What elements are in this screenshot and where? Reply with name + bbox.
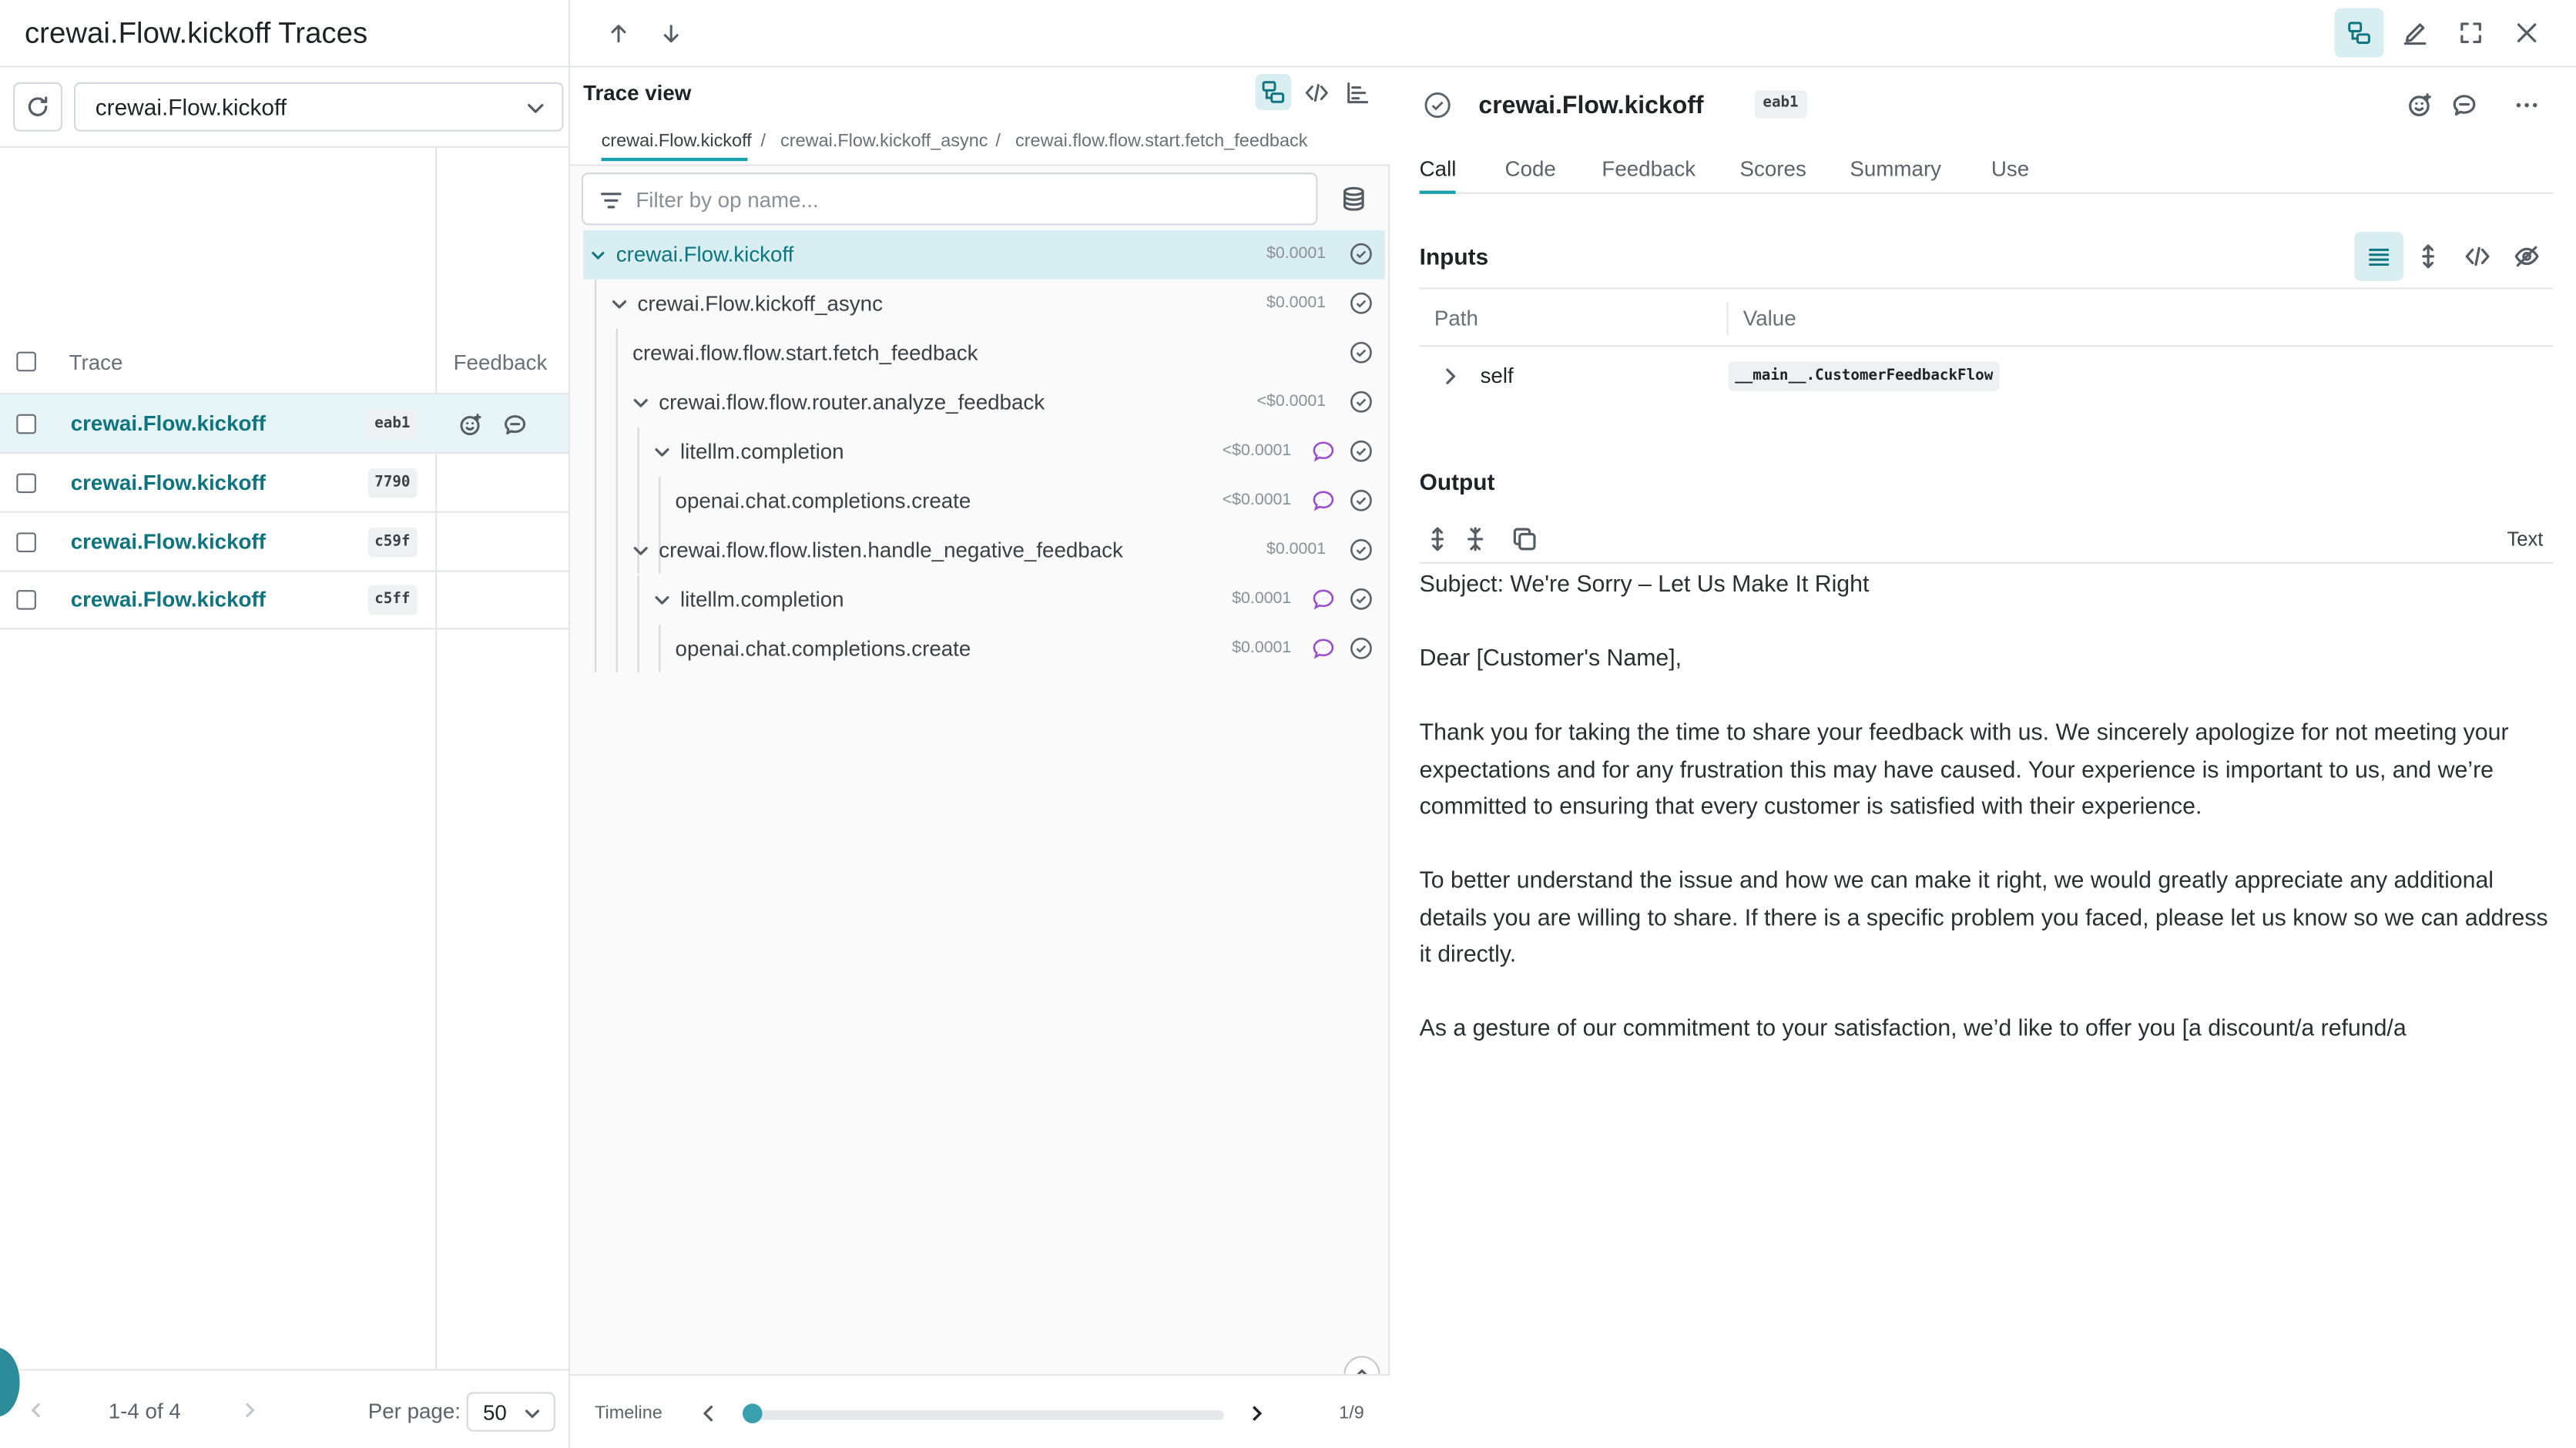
input-path: self [1480,363,1514,388]
code-icon[interactable] [1304,81,1329,106]
status-success-icon [1349,488,1374,513]
status-success-icon [1349,439,1374,464]
breadcrumb-separator: / [760,131,766,152]
trace-node[interactable] [583,280,1385,329]
output-format-toggle[interactable]: Text [2507,527,2544,551]
status-success-icon [1423,90,1452,119]
chevron-down-icon[interactable] [631,541,651,561]
chevron-down-icon [522,1403,542,1423]
trace-id-badge: 7790 [368,468,417,498]
status-success-icon [1349,587,1374,612]
table-row[interactable] [0,513,569,572]
trace-node-label: crewai.Flow.kickoff_async [637,290,883,316]
tab-call[interactable]: Call [1419,156,1457,181]
trace-node-label: crewai.flow.flow.listen.handle_negative_feedback [659,537,1123,562]
status-success-icon [1349,340,1374,365]
fullscreen-button[interactable] [2447,8,2496,58]
breadcrumb-item[interactable]: crewai.Flow.kickoff_async [780,131,988,152]
chevron-right-icon[interactable] [1247,1403,1267,1423]
output-paragraph: Dear [Customer's Name], [1419,645,1682,672]
collapse-vertical-icon[interactable] [1464,526,1487,552]
trace-node[interactable] [583,526,1385,575]
pagination [0,1369,569,1448]
op-select-value: crewai.Flow.kickoff [95,93,287,120]
status-success-icon [1349,242,1374,266]
trace-node-label: crewai.flow.flow.router.analyze_feedback [659,389,1045,414]
trace-node[interactable] [583,625,1385,674]
trace-id-badge: eab1 [368,409,417,438]
tab-summary[interactable]: Summary [1850,156,1942,181]
column-header-feedback: Feedback [453,350,548,375]
op-select[interactable] [74,82,564,132]
trace-node[interactable] [583,329,1385,378]
add-reaction-icon[interactable] [458,413,483,437]
column-header-value: Value [1742,305,1796,330]
output-paragraph: Subject: We're Sorry – Let Us Make It Right [1419,571,1870,598]
database-icon[interactable] [1340,186,1367,212]
timeline-slider-track[interactable] [751,1410,1224,1420]
call-title: crewai.Flow.kickoff [1478,92,1704,120]
trace-tree-toggle-button[interactable] [2335,8,2384,58]
column-header-trace: Trace [69,350,123,375]
trace-name[interactable]: crewai.Flow.kickoff [70,529,266,555]
table-row[interactable] [0,570,569,629]
filter-input[interactable] [582,173,1317,225]
list-icon [2366,243,2392,270]
call-tabs [1420,142,2554,194]
inputs-table-header [1420,287,2554,347]
tab-code[interactable]: Code [1504,156,1556,181]
breadcrumb-separator: / [995,131,1001,152]
trace-view-title: Trace view [583,80,692,106]
chevron-down-icon[interactable] [652,442,673,462]
status-success-icon [1349,538,1374,562]
chevron-down-icon[interactable] [609,294,629,314]
page-title: crewai.Flow.kickoff Traces [24,16,368,50]
trace-view-header [570,67,1390,116]
trace-name[interactable]: crewai.Flow.kickoff [70,470,266,495]
trace-name[interactable]: crewai.Flow.kickoff [70,411,266,436]
chat-icon [1311,488,1336,513]
trace-node[interactable] [583,378,1385,427]
timeline-label: Timeline [595,1403,662,1423]
output-paragraph: Thank you for taking the time to share your feedback with us. We sincerely apologize for not meeting your expectations and for any frustration this may have caused. Your experience is important to us, and we’re committed to ensuring that every customer is satisfied with their experience. [1419,719,2509,820]
trace-node-cost: $0.0001 [1266,541,1327,559]
row-checkbox[interactable] [16,474,36,494]
table-row[interactable] [0,454,569,513]
trace-node-label: openai.chat.completions.create [675,488,971,513]
copy-icon[interactable] [1511,526,1538,552]
divider [0,65,570,67]
trace-node[interactable] [583,477,1385,526]
tree-icon [1260,79,1286,105]
tree-view-button[interactable] [1255,74,1291,110]
breadcrumb [570,117,1390,166]
trace-node-cost: <$0.0001 [1222,442,1292,461]
status-success-icon [1349,636,1374,661]
column-separator [1726,303,1728,336]
trace-node-cost: <$0.0001 [1222,491,1292,510]
output-text [1419,567,2554,1042]
input-value-badge: __main__.CustomerFeedbackFlow [1729,361,2000,390]
chat-icon [1311,439,1336,464]
call-id-badge: eab1 [1755,90,1807,118]
trace-node-label: crewai.Flow.kickoff [615,241,794,266]
trace-id-badge: c59f [368,528,417,557]
timeline-chart-icon[interactable] [1346,81,1370,106]
tab-feedback[interactable]: Feedback [1602,156,1696,181]
active-tab-indicator [1420,191,1456,194]
output-heading: Output [1419,468,1495,495]
timeline-position: 1/9 [1339,1403,1364,1423]
timeline-bar [570,1374,1390,1448]
list-view-button[interactable] [2354,232,2403,281]
tab-use[interactable]: Use [1991,156,2030,181]
timeline-slider-handle[interactable] [743,1403,763,1423]
column-header-path: Path [1434,305,1478,330]
refresh-icon [25,94,51,120]
arrow-down-icon[interactable] [659,22,683,46]
output-paragraph: As a gesture of our commitment to your satisfaction, we’d like to offer you [a discount/a refund/a [1419,1015,2407,1042]
trace-node-label: litellm.completion [679,438,844,464]
refresh-button[interactable] [13,82,62,132]
trace-node-label: crewai.flow.flow.start.fetch_feedback [632,340,978,365]
more-options-icon[interactable] [2514,92,2540,118]
hide-icon[interactable] [2514,243,2540,270]
chat-icon [1311,636,1336,661]
trace-node[interactable] [583,230,1385,280]
edit-button[interactable] [2390,8,2440,58]
expand-icon [2458,20,2484,46]
close-button[interactable] [2502,8,2551,58]
trace-node-cost: $0.0001 [1266,244,1327,263]
row-checkbox[interactable] [16,532,36,552]
filter-placeholder: Filter by op name... [636,187,819,213]
status-success-icon [1349,390,1374,414]
output-toolbar [1420,521,2554,563]
tree-icon [2346,20,2372,46]
chevron-down-icon[interactable] [589,245,609,265]
row-checkbox[interactable] [16,414,36,434]
tab-scores[interactable]: Scores [1739,156,1806,181]
add-reaction-icon[interactable] [2407,92,2433,118]
code-icon[interactable] [2464,243,2490,270]
expand-rows-icon[interactable] [2415,243,2441,270]
chevron-right-icon[interactable] [1441,367,1461,387]
breadcrumb-active-underline [602,158,748,161]
inputs-row[interactable] [1420,347,2554,406]
divider [0,146,570,148]
pencil-icon [2402,20,2428,46]
traces-panel [0,0,570,1448]
inputs-heading: Inputs [1419,243,1489,270]
breadcrumb-item[interactable]: crewai.Flow.kickoff [601,131,752,152]
chevron-down-icon[interactable] [652,590,673,610]
filter-icon [599,189,622,212]
trace-node-cost: $0.0001 [1232,590,1292,608]
chevron-down-icon [524,97,547,120]
arrow-up-icon[interactable] [606,22,631,46]
column-separator [435,146,437,1369]
trace-node[interactable] [583,575,1385,625]
chevron-down-icon[interactable] [631,393,651,413]
trace-view-panel [570,67,1390,1447]
close-icon [2514,20,2540,46]
table-row[interactable] [0,394,569,454]
trace-node-cost: $0.0001 [1266,293,1327,313]
trace-node-label: litellm.completion [679,586,844,612]
trace-name[interactable]: crewai.Flow.kickoff [70,586,266,612]
trace-node-label: openai.chat.completions.create [675,635,971,661]
trace-node-cost: $0.0001 [1232,639,1292,658]
expand-vertical-icon[interactable] [1426,526,1449,552]
trace-node-cost: <$0.0001 [1256,393,1327,411]
per-page-value: 50 [483,1400,507,1426]
chat-icon [1311,587,1336,612]
call-detail-panel [1390,67,2576,1447]
trace-node[interactable] [583,427,1385,477]
chevron-left-icon[interactable] [26,1400,46,1420]
output-paragraph: To better understand the issue and how we can make it right, we would greatly appreciate any additional details you are willing to share. If there is a specific problem you faced, please let us know so we can address it directly. [1419,867,2548,968]
add-note-icon[interactable] [503,413,528,437]
per-page-label: Per page: [367,1398,461,1423]
trace-id-badge: c5ff [368,585,417,615]
status-success-icon [1349,291,1374,316]
row-checkbox[interactable] [16,590,36,610]
per-page-select[interactable] [467,1392,555,1431]
page-range: 1-4 of 4 [108,1398,181,1423]
chevron-right-icon[interactable] [240,1400,260,1420]
breadcrumb-item[interactable]: crewai.flow.flow.start.fetch_feedback [1015,131,1308,152]
add-note-icon[interactable] [2451,92,2477,118]
select-all-checkbox[interactable] [16,352,36,372]
chevron-left-icon[interactable] [698,1403,718,1423]
